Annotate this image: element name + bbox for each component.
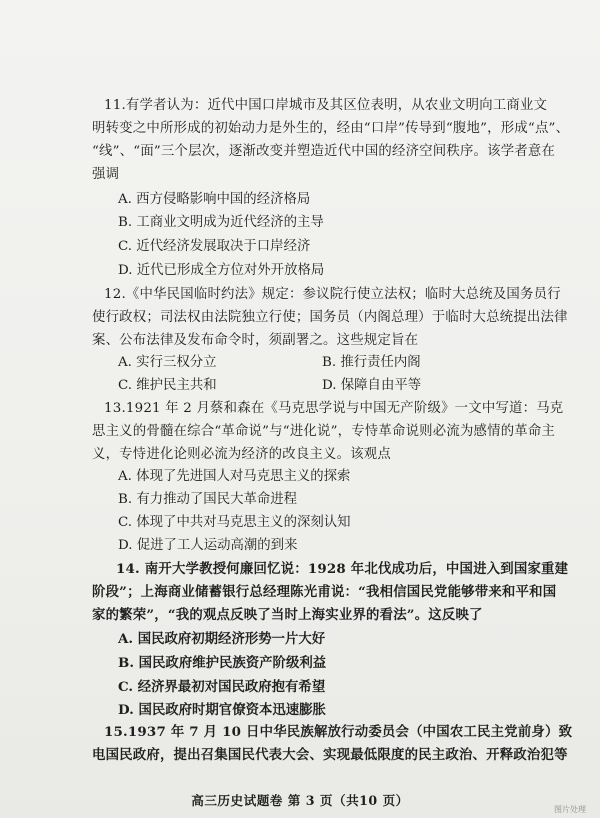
q14-option-a: A. 国民政府初期经济形势一片大好 <box>118 631 326 647</box>
q12-option-a: A. 实行三权分立 <box>118 355 217 370</box>
q11-line: “线”、“面”三个层次，逐渐改变并塑造近代中国的经济空间秩序。该学者意在 <box>92 144 556 159</box>
q12-option-c: C. 维护民主共和 <box>118 378 217 393</box>
q11-line: 明转变之中所形成的初始动力是外生的，经由“口岸”传导到“腹地”，形成“点”、 <box>92 121 570 136</box>
q15-line: 15.1937 年 7 月 10 日中华民族解放行动委员会（中国农工民主党前身）致 <box>104 724 573 740</box>
corner-stamp: 图片处理 <box>554 805 586 814</box>
q11-option-d: D. 近代已形成全方位对外开放格局 <box>118 263 325 278</box>
q14-line: 家的繁荣”，“我的观点反映了当时上海实业界的看法”。这反映了 <box>92 607 483 623</box>
q11-option-c: C. 近代经济发展取决于口岸经济 <box>118 239 311 254</box>
q11-line: 11.有学者认为：近代中国口岸城市及其区位表明，从农业文明向工商业文 <box>104 98 548 113</box>
q15-line: 电国民政府，提出召集国民代表大会、实现最低限度的民主政治、开释政治犯等 <box>92 747 568 763</box>
q13-option-d: D. 促进了工人运动高潮的到来 <box>118 538 298 553</box>
q13-option-b: B. 有力推动了国民大革命进程 <box>118 492 298 507</box>
q13-option-c: C. 体现了中共对马克思主义的深刻认知 <box>118 515 351 530</box>
q12-option-b: B. 推行责任内阁 <box>322 355 421 370</box>
q14-line: 阶段”；上海商业储蓄银行总经理陈光甫说：“我相信国民党能够带来和平和国 <box>92 584 557 600</box>
q14-option-c: C. 经济界最初对国民政府抱有希望 <box>118 679 326 695</box>
q12-line: 使行政权；司法权由法院独立行使；国务员（内阁总理）于临时大总统提出法律 <box>92 310 568 325</box>
q14-line: 14. 南开大学教授何廉回忆说：1928 年北伐成功后，中国进入到国家重建 <box>116 561 569 577</box>
q12-line: 案、公布法律及发布命令时，须副署之。这些规定旨在 <box>92 333 419 348</box>
q11-option-a: A. 西方侵略影响中国的经济格局 <box>118 192 311 207</box>
q13-line: 思主义的骨髓在综合“革命说”与“进化说”，专恃革命说则必流为感情的革命主 <box>92 424 556 439</box>
q11-line: 强调 <box>92 167 120 182</box>
q12-line: 12.《中华民国临时约法》规定：参议院行使立法权；临时大总统及国务员行 <box>104 287 561 302</box>
q14-option-b: B. 国民政府维护民族资产阶级利益 <box>118 655 327 671</box>
q13-option-a: A. 体现了先进国人对马克思主义的探索 <box>118 469 351 484</box>
q14-option-d: D. 国民政府时期官僚资本迅速膨胀 <box>118 702 326 718</box>
q11-option-b: B. 工商业文明成为近代经济的主导 <box>118 215 324 230</box>
page-footer: 高三历史试题卷 第 3 页（共10 页） <box>191 793 409 808</box>
q12-option-d: D. 保障自由平等 <box>322 378 422 393</box>
q13-line: 义，专恃进化论则必流为经济的改良主义。该观点 <box>92 447 391 462</box>
q13-line: 13.1921 年 2 月蔡和森在《马克思学说与中国无产阶级》一文中写道：马克 <box>104 401 564 416</box>
